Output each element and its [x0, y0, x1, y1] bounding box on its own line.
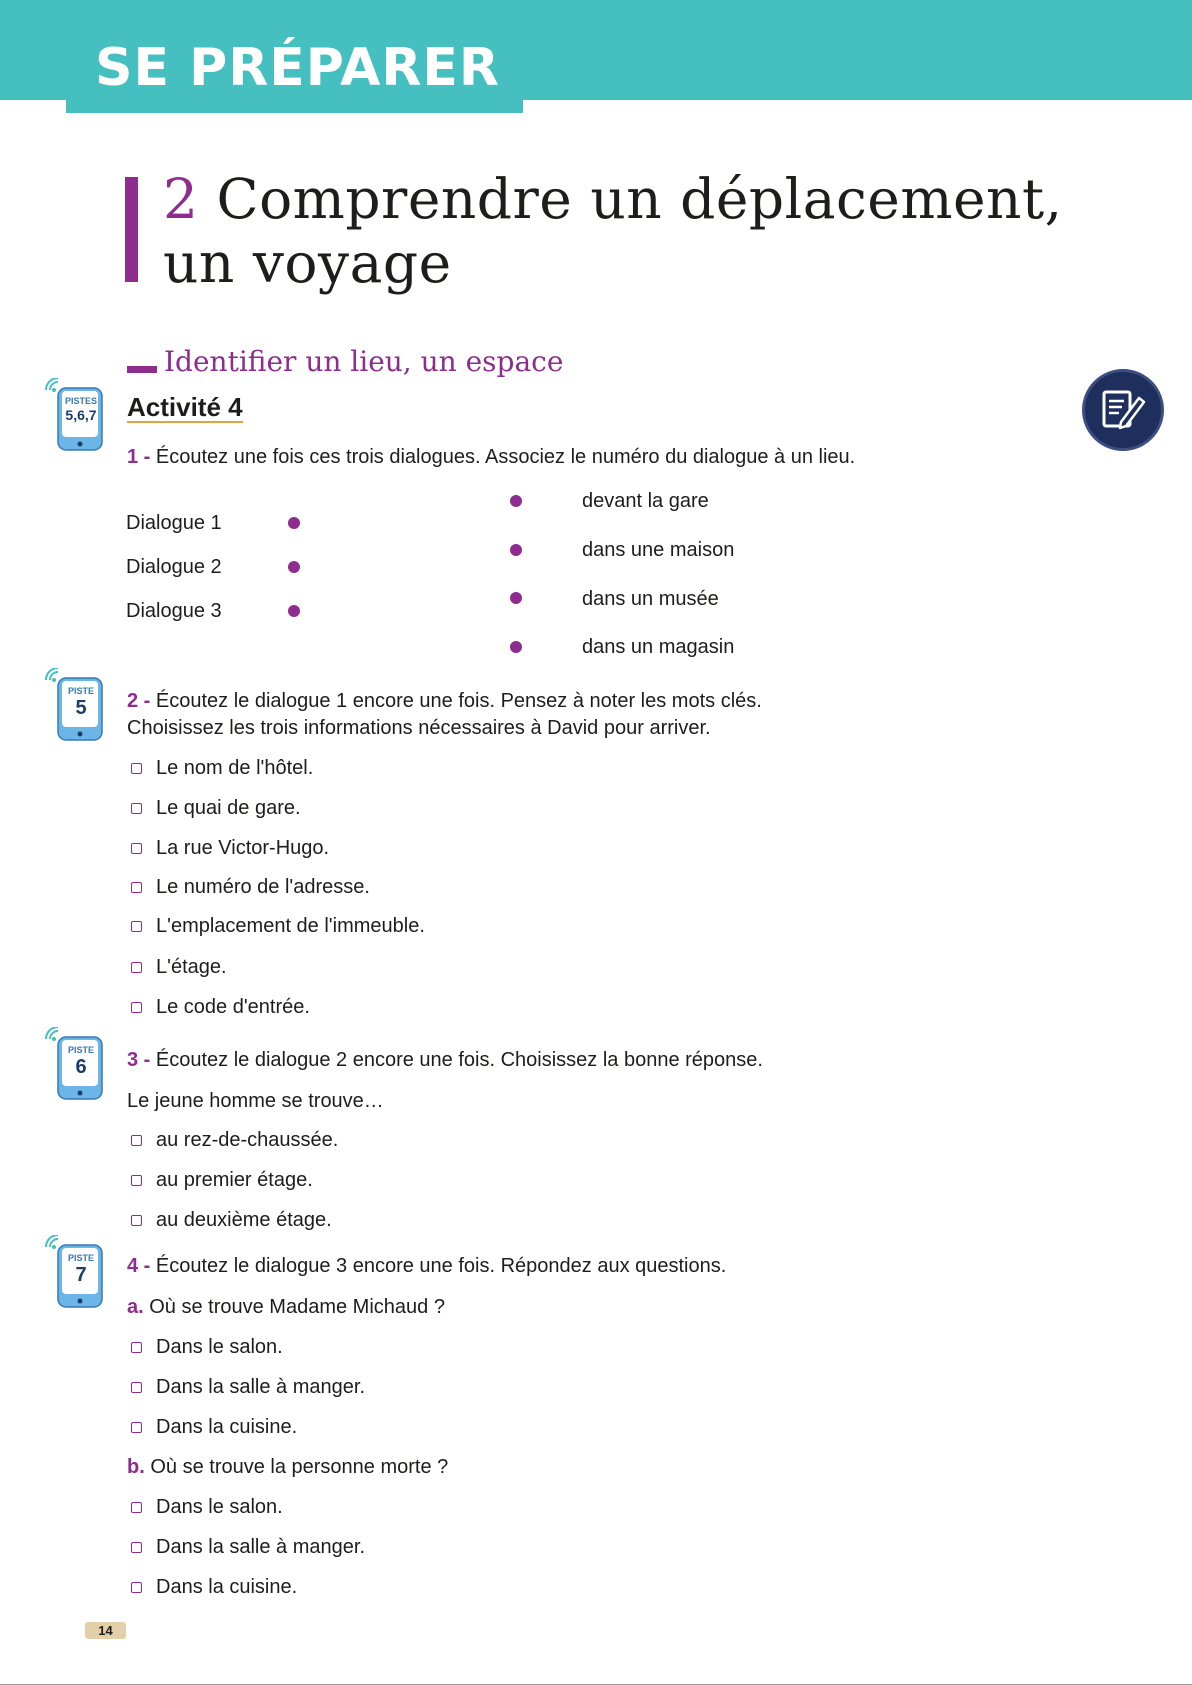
page-number: 14 — [85, 1622, 126, 1639]
option-label: Dans le salon. — [156, 1496, 283, 1518]
option-label: La rue Victor-Hugo. — [156, 837, 330, 859]
audio-track-badge[interactable] — [44, 1027, 106, 1107]
track-label: PISTE — [67, 686, 94, 696]
checkbox[interactable] — [131, 803, 142, 814]
track-number: 5,6,7 — [65, 407, 97, 423]
q4b-text: Où se trouve la personne morte ? — [150, 1456, 449, 1478]
option-label: au deuxième étage. — [156, 1209, 332, 1231]
option-label: Le quai de gare. — [156, 797, 301, 819]
checkbox[interactable] — [131, 1135, 142, 1146]
audio-track-badge[interactable] — [44, 378, 106, 458]
header-banner-tab — [66, 100, 523, 113]
option-label: Dans la salle à manger. — [156, 1536, 366, 1558]
q3-instruction — [127, 1047, 763, 1073]
place-label: dans un magasin — [582, 636, 735, 658]
checkbox[interactable] — [131, 1382, 142, 1393]
checkbox[interactable] — [131, 1002, 142, 1013]
q2-line1: Écoutez le dialogue 1 encore une fois. Pensez à noter les mots clés. — [155, 690, 762, 712]
q1-text: Écoutez une fois ces trois dialogues. Associez le numéro du dialogue à un lieu. — [155, 446, 856, 468]
place-match-dot[interactable] — [510, 495, 522, 507]
q4-text: Écoutez le dialogue 3 encore une fois. Répondez aux questions. — [155, 1255, 727, 1277]
checkbox[interactable] — [131, 1542, 142, 1553]
dialogue-label: Dialogue 1 — [126, 512, 222, 534]
q2-line2: Choisissez les trois informations nécessaires à David pour arriver. — [127, 717, 711, 739]
checkbox[interactable] — [131, 882, 142, 893]
track-label: PISTE — [67, 1253, 94, 1263]
banner-title: SE PRÉPARER — [95, 38, 500, 98]
place-label: dans une maison — [582, 539, 735, 561]
q3-stem: Le jeune homme se trouve… — [127, 1090, 384, 1112]
q3-text: Écoutez le dialogue 2 encore une fois. Choisissez la bonne réponse. — [155, 1049, 763, 1071]
q4a-label: a. — [127, 1296, 144, 1318]
section-title: Identifier un lieu, un espace — [164, 345, 564, 378]
track-number: 5 — [75, 697, 87, 719]
place-match-dot[interactable] — [510, 592, 522, 604]
option-label: au rez-de-chaussée. — [156, 1129, 339, 1151]
dialogue-match-dot[interactable] — [288, 561, 300, 573]
place-label: dans un musée — [582, 588, 719, 610]
option-label: Dans le salon. — [156, 1336, 283, 1358]
dialogue-match-dot[interactable] — [288, 517, 300, 529]
q2-number: 2 - — [127, 690, 151, 712]
q4b-label: b. — [127, 1456, 145, 1478]
option-label: Dans la cuisine. — [156, 1416, 298, 1438]
checkbox[interactable] — [131, 962, 142, 973]
activity-label: Activité 4 — [127, 392, 243, 422]
option-label: Dans la salle à manger. — [156, 1376, 366, 1398]
audio-track-badge[interactable] — [44, 668, 106, 748]
pencil-paper-icon — [1099, 386, 1147, 434]
option-label: Le code d'entrée. — [156, 996, 310, 1018]
q2-instruction — [127, 688, 762, 714]
option-label: au premier étage. — [156, 1169, 313, 1191]
track-label: PISTES — [64, 396, 97, 406]
chapter-title-line2: un voyage — [163, 231, 452, 295]
q3-number: 3 - — [127, 1049, 151, 1071]
chapter-title — [163, 167, 1063, 295]
chapter-title-line1: Comprendre un déplacement, — [216, 167, 1063, 231]
option-label: Le numéro de l'adresse. — [156, 876, 370, 898]
dialogue-label: Dialogue 2 — [126, 556, 222, 578]
q4b-question — [127, 1454, 448, 1480]
q1-instruction — [127, 444, 855, 470]
q4-instruction — [127, 1253, 726, 1279]
checkbox[interactable] — [131, 1175, 142, 1186]
track-label: PISTE — [67, 1045, 94, 1055]
dialogue-match-dot[interactable] — [288, 605, 300, 617]
q4a-question — [127, 1294, 445, 1320]
checkbox[interactable] — [131, 1342, 142, 1353]
q1-number: 1 - — [127, 446, 151, 468]
section-dash — [127, 366, 157, 373]
q4-number: 4 - — [127, 1255, 151, 1277]
option-label: Le nom de l'hôtel. — [156, 757, 314, 779]
checkbox[interactable] — [131, 1215, 142, 1226]
checkbox[interactable] — [131, 763, 142, 774]
option-label: Dans la cuisine. — [156, 1576, 298, 1598]
checkbox[interactable] — [131, 1502, 142, 1513]
place-label: devant la gare — [582, 490, 709, 512]
track-number: 6 — [75, 1056, 87, 1078]
checkbox[interactable] — [131, 921, 142, 932]
track-number: 7 — [75, 1264, 87, 1286]
place-match-dot[interactable] — [510, 641, 522, 653]
dialogue-label: Dialogue 3 — [126, 600, 222, 622]
option-label: L'étage. — [156, 956, 227, 978]
checkbox[interactable] — [131, 1422, 142, 1433]
exercise-edit-icon[interactable] — [1082, 369, 1164, 451]
checkbox[interactable] — [131, 1582, 142, 1593]
place-match-dot[interactable] — [510, 544, 522, 556]
option-label: L'emplacement de l'immeuble. — [156, 915, 425, 937]
title-accent-bar — [125, 177, 138, 282]
checkbox[interactable] — [131, 843, 142, 854]
audio-track-badge[interactable] — [44, 1235, 106, 1315]
q4a-text: Où se trouve Madame Michaud ? — [149, 1296, 445, 1318]
chapter-number: 2 — [163, 167, 199, 231]
